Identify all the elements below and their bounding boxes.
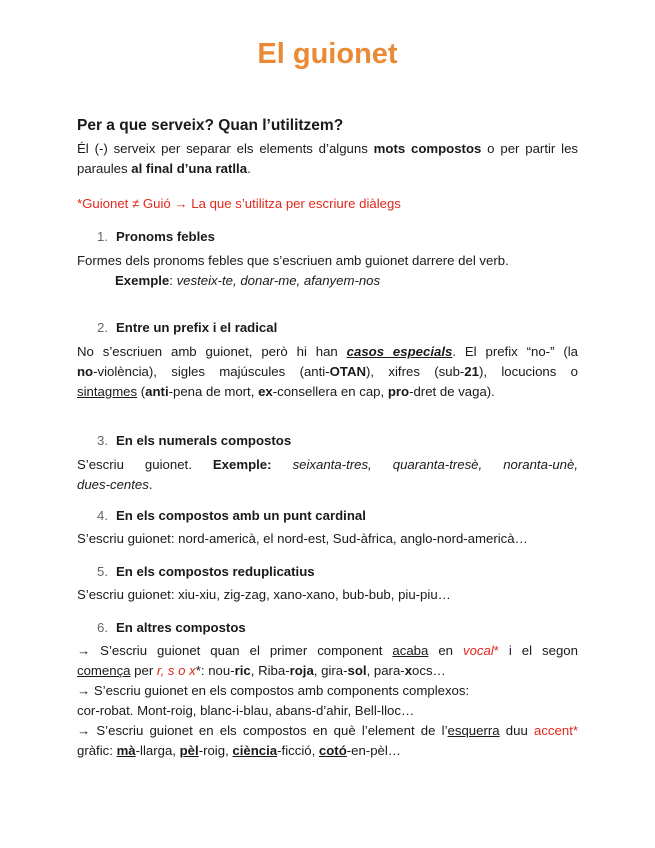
list-item-4: 4. En els compostos amb un punt cardinal	[97, 508, 366, 523]
intro-paragraph: Él (-) serveix per separar els elements d’alguns mots compostos o per partir les paraules al final d’una ratlla.	[77, 141, 578, 176]
section-2-text: No s’escriuen amb guionet, però hi han casos especials. El prefix “no-” (la no-violència), sigles majúscules (anti-OTAN), xifres (sub-21), locucions o sintagmes (anti-pena de mort, ex-consellera en cap, pro-dret de vaga).	[77, 344, 579, 399]
section-3-text: S’escriu guionet. Exemple: seixanta-tres, quaranta-tresè, noranta-unè, dues-centes.	[77, 457, 578, 492]
section-5-text: S’escriu guionet: xiu-xiu, zig-zag, xano-xano, bub-bub, piu-piu…	[77, 587, 451, 602]
page-title: El guionet	[257, 38, 398, 70]
section-4-text: S’escriu guionet: nord-americà, el nord-est, Sud-àfrica, anglo-nord-americà…	[77, 531, 528, 546]
section-1-text: Formes dels pronoms febles que s’escriuen amb guionet darrere del verb. Exemple: vesteix-te, donar-me, afanyem-nos	[77, 253, 509, 288]
list-item-1: 1. Pronoms febles	[97, 229, 215, 244]
section-heading: Per a que serveix? Quan l’utilitzem?	[77, 117, 344, 134]
warning-note: *Guionet ≠ Guió → La que s’utilitza per escriure diàlegs	[77, 196, 401, 211]
section-6-text: → S’escriu guionet quan el primer component acaba en vocal* i el segon comença per r, s o x*: nou-ric, Riba-roja, gira-sol, para-xocs… → S’escriu guionet en els compostos amb components complexos: cor-robat. Mont-roig, blanc-i-blau, abans-d’ahir, Bell-lloc… → S’escriu guionet en els compostos en què l’element de l’esquerra duu accent* gràfic: mà-llarga, pèl-roig, ciència-ficció, cotó-en-pèl…	[77, 643, 578, 758]
list-item-3: 3. En els numerals compostos	[97, 433, 292, 448]
list-item-6: 6. En altres compostos	[97, 620, 246, 635]
list-item-5: 5. En els compostos reduplicatius	[97, 564, 315, 579]
list-item-2: 2. Entre un prefix i el radical	[97, 320, 278, 335]
